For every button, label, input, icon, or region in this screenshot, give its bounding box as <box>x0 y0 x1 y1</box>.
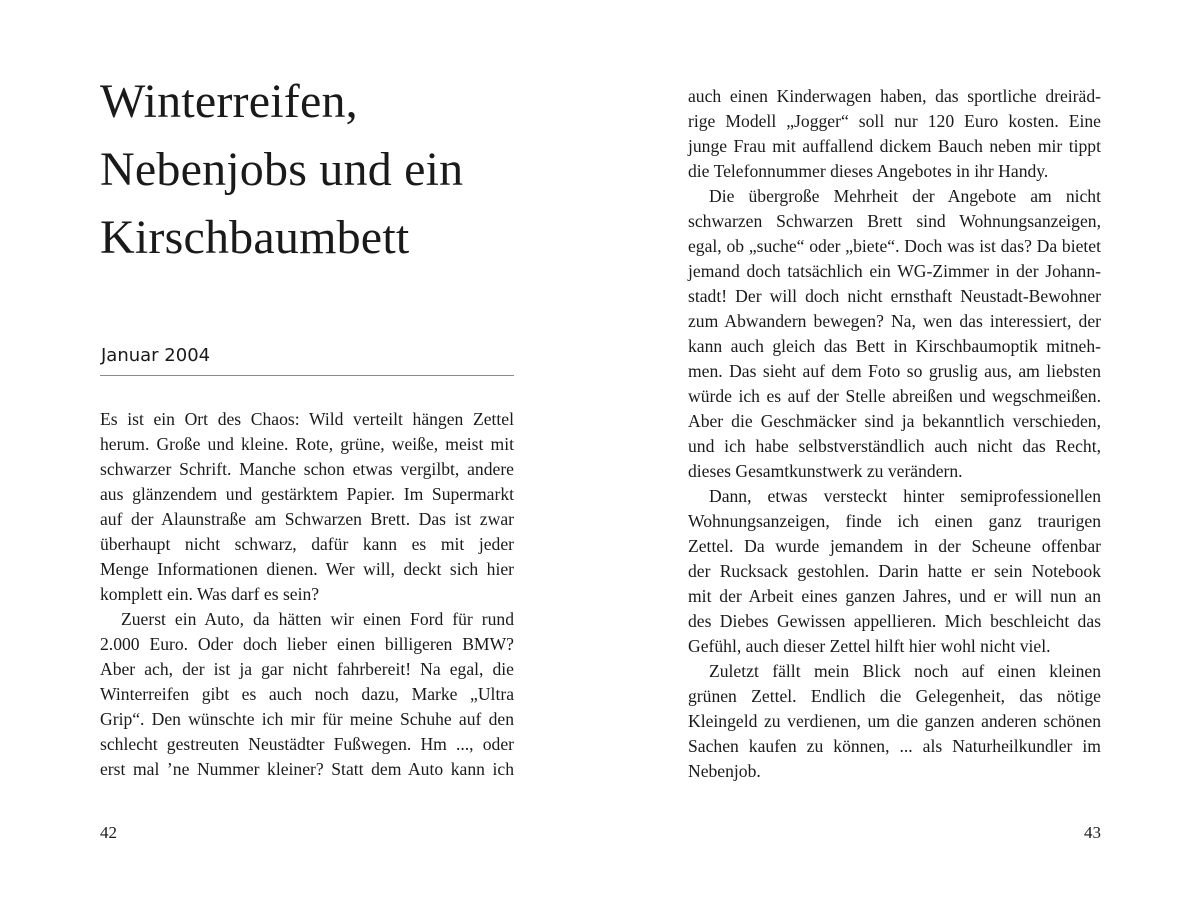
text-line: zum Abwandern bewegen? Na, wen das interessiert, der <box>688 311 1101 331</box>
text-line: Zettel. Da wurde jemandem in der Scheune offenbar <box>688 536 1101 556</box>
text-line: der Rucksack gestohlen. Darin hatte er sein Notebook <box>688 561 1101 581</box>
text-line: Aber ach, der ist ja gar nicht fahrbereit! Na egal, die <box>100 659 514 679</box>
chapter-title-line: Winterreifen, <box>100 75 358 128</box>
text-line: Nebenjob. <box>688 761 761 781</box>
text-line: egal, ob „suche“ oder „biete“. Doch was ist das? Da bietet <box>688 236 1101 256</box>
text-line: Aber die Geschmäcker sind ja bekanntlich verschieden, <box>688 411 1101 431</box>
page-number: 43 <box>1084 823 1101 842</box>
chapter-title <box>100 68 530 272</box>
text-line: Kleingeld zu verdienen, um die ganzen anderen schönen <box>688 711 1101 731</box>
page-number: 42 <box>100 823 117 842</box>
text-line: jemand doch tatsächlich ein WG-Zimmer in der Johann- <box>688 261 1101 281</box>
right-page <box>600 0 1200 900</box>
heading-divider <box>100 375 514 376</box>
text-line: Grip“. Den wünschte ich mir für meine Schuhe auf den <box>100 709 514 729</box>
text-line: grünen Zettel. Endlich die Gelegenheit, das nötige <box>688 686 1101 706</box>
text-line: Es ist ein Ort des Chaos: Wild verteilt hängen Zettel <box>100 409 514 429</box>
text-line: Zuerst ein Auto, da hätten wir einen Ford für rund <box>121 609 514 629</box>
text-line: auch einen Kinderwagen haben, das sportliche dreiräd- <box>688 86 1101 106</box>
text-line: des Diebes Gewissen appellieren. Mich beschleicht das <box>688 611 1101 631</box>
text-line: men. Das sieht auf dem Foto so gruslig aus, am liebsten <box>688 361 1101 381</box>
text-line: erst mal ’ne Nummer kleiner? Statt dem Auto kann ich <box>100 759 514 779</box>
body-text-right <box>688 84 1101 784</box>
text-line: die Telefonnummer dieses Angebotes in ihr Handy. <box>688 161 1049 181</box>
text-line: Dann, etwas versteckt hinter semiprofessionellen <box>709 486 1101 506</box>
text-line: mit der Arbeit eines ganzen Jahres, und er will nun an <box>688 586 1101 606</box>
text-line: und ich habe selbstverständlich auch nicht das Recht, <box>688 436 1101 456</box>
text-line: aus glänzendem und gestärktem Papier. Im Supermarkt <box>100 484 514 504</box>
text-line: stadt! Der will doch nicht ernsthaft Neustadt-Bewohner <box>688 286 1101 306</box>
text-line: schwarzen Schwarzen Brett sind Wohnungsanzeigen, <box>688 211 1101 231</box>
text-line: schlecht gestreuten Neustädter Fußwegen. Hm ..., oder <box>100 734 514 754</box>
text-line: Gefühl, auch dieser Zettel hilft hier wohl nicht viel. <box>688 636 1051 656</box>
text-line: rige Modell „Jogger“ soll nur 120 Euro kosten. Eine <box>688 111 1101 131</box>
text-line: Zuletzt fällt mein Blick noch auf einen kleinen <box>709 661 1101 681</box>
text-line: würde ich es auf der Stelle abreißen und wegschmeißen. <box>688 386 1101 406</box>
text-line: komplett ein. Was darf es sein? <box>100 584 320 604</box>
body-text-left <box>100 407 514 782</box>
text-line: überhaupt nicht schwarz, dafür kann es mit jeder <box>100 534 514 554</box>
date-heading: Januar 2004 <box>101 345 211 366</box>
chapter-title-line: Nebenjobs und ein <box>100 143 464 196</box>
text-line: junge Frau mit auffallend dickem Bauch neben mir tippt <box>688 136 1101 156</box>
text-line: 2.000 Euro. Oder doch lieber einen billigeren BMW? <box>100 634 514 654</box>
text-line: kann auch gleich das Bett in Kirschbaumoptik mitneh- <box>688 336 1101 356</box>
text-line: herum. Große und kleine. Rote, grüne, weiße, meist mit <box>100 434 514 454</box>
text-line: Sachen kaufen zu können, ... als Naturheilkundler im <box>688 736 1101 756</box>
text-line: Wohnungsanzeigen, finde ich einen ganz traurigen <box>688 511 1101 531</box>
text-line: Menge Informationen dienen. Wer will, deckt sich hier <box>100 559 514 579</box>
text-line: Die übergroße Mehrheit der Angebote am nicht <box>709 186 1101 206</box>
text-line: dieses Gesamtkunstwerk zu verändern. <box>688 461 963 481</box>
text-line: Winterreifen gibt es auch noch dazu, Marke „Ultra <box>100 684 514 704</box>
text-line: schwarzer Schrift. Manche schon etwas vergilbt, andere <box>100 459 514 479</box>
text-line: auf der Alaunstraße am Schwarzen Brett. Das ist zwar <box>100 509 514 529</box>
chapter-title-line: Kirschbaumbett <box>100 211 410 264</box>
